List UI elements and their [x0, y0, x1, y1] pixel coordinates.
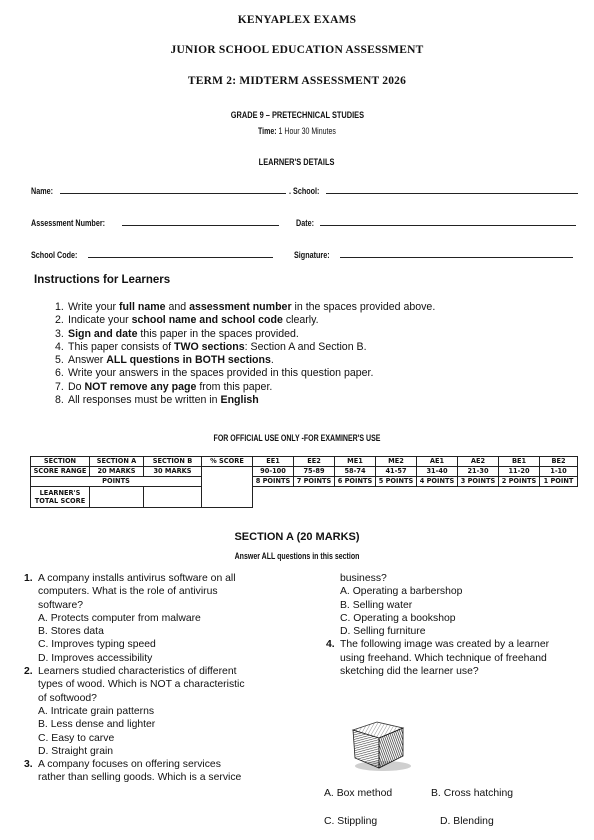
term-title: TERM 2: MIDTERM ASSESSMENT 2026: [187, 75, 407, 87]
table-cell: 21-30: [458, 467, 499, 477]
table-cell: 20 MARKS: [90, 467, 144, 477]
table-cell: 11-20: [499, 467, 540, 477]
signature-field[interactable]: [340, 257, 573, 258]
instruction-item: 7. Do NOT remove any page from this paper.: [55, 380, 273, 393]
answer-option[interactable]: C. Improves typing speed: [38, 639, 156, 651]
table-cell: ME1: [335, 457, 376, 467]
instruction-item: 6. Write your answers in the spaces provided in this question paper.: [55, 367, 374, 380]
section-a-subtitle-text: Answer ALL questions in this section: [234, 551, 360, 561]
question-2: [24, 665, 309, 758]
table-cell: 90-100: [253, 467, 294, 477]
question-text: of softwood?: [38, 692, 97, 704]
table-cell: SECTION A: [90, 457, 144, 467]
section-a-total-cell[interactable]: [90, 487, 144, 508]
table-cell: EE2: [294, 457, 335, 467]
section-b-total-cell[interactable]: [144, 487, 202, 508]
instruction-item: 5. Answer ALL questions in BOTH sections.: [55, 354, 274, 367]
question-number: 4.: [326, 639, 335, 651]
time-label: Time:: [258, 126, 277, 136]
name-label-text: Name:: [31, 186, 54, 196]
sketched-cube-image: [347, 716, 413, 774]
answer-option[interactable]: A. Protects computer from malware: [38, 612, 201, 624]
table-cell: EE1: [253, 457, 294, 467]
date-label-text: Date:: [296, 218, 315, 228]
instruction-item: 4. This paper consists of TWO sections: Section A and Section B.: [55, 340, 367, 353]
question-1: [24, 572, 309, 785]
table-cell: BE1: [499, 457, 540, 467]
assessment-number-label: [31, 213, 124, 231]
school-field[interactable]: [326, 193, 578, 194]
percent-score-cell[interactable]: [202, 467, 253, 508]
table-cell: % SCORE: [202, 457, 253, 467]
school-code-field[interactable]: [88, 257, 273, 258]
table-cell: ME2: [376, 457, 417, 467]
table-cell: 8 POINTS: [253, 477, 294, 487]
instructions-list: [55, 301, 435, 407]
official-use-text: FOR OFFICIAL USE ONLY -FOR EXAMINER'S USE: [213, 433, 381, 443]
right-column: [326, 572, 591, 678]
question-text: sketching did the learner use?: [340, 666, 479, 678]
table-cell: BE2: [540, 457, 578, 467]
total-score-label-cell: [31, 487, 90, 508]
table-cell: 41-57: [376, 467, 417, 477]
time-value: 1 Hour 30 Minutes: [278, 126, 336, 136]
score-table: [30, 456, 578, 508]
table-cell: SECTION: [31, 457, 90, 467]
question-number: 3.: [24, 759, 33, 771]
school-code-label-text: School Code:: [31, 250, 78, 260]
table-cell: 5 POINTS: [376, 477, 417, 487]
table-row: [31, 457, 578, 467]
question-text: A company focuses on offering services: [38, 759, 221, 771]
table-cell: 31-40: [417, 467, 458, 477]
table-cell: SCORE RANGE: [31, 467, 90, 477]
table-cell: 1-10: [540, 467, 578, 477]
points-label-cell: POINTS: [31, 477, 202, 487]
answer-option[interactable]: C. Easy to carve: [38, 732, 115, 744]
school-label: . School:: [289, 186, 320, 196]
table-cell: SECTION B: [144, 457, 202, 467]
assessment-number-field[interactable]: [122, 225, 279, 226]
table-cell: 4 POINTS: [417, 477, 458, 487]
table-cell: 6 POINTS: [335, 477, 376, 487]
question-number: 2.: [24, 666, 33, 678]
table-row: [31, 477, 578, 487]
question-text: Learners studied characteristics of different: [38, 666, 237, 678]
instruction-item: 8. All responses must be written in English: [55, 394, 259, 407]
table-cell: 30 MARKS: [144, 467, 202, 477]
table-row: [31, 467, 578, 477]
total-label-1: LEARNER'S: [39, 489, 81, 497]
table-row: [31, 487, 578, 508]
assessment-number-label-text: Assessment Number:: [31, 218, 106, 228]
date-label: [296, 213, 319, 231]
question-text: A company installs antivirus software on all: [38, 573, 236, 584]
instruction-item: 2. Indicate your school name and school code clearly.: [55, 314, 319, 327]
table-cell: 1 POINT: [540, 477, 578, 487]
signature-label: [294, 245, 339, 263]
signature-label-text: Signature:: [294, 250, 330, 260]
table-cell: 7 POINTS: [294, 477, 335, 487]
answer-option[interactable]: D. Blending: [440, 816, 494, 827]
table-cell: AE2: [458, 457, 499, 467]
blank-area: [253, 487, 578, 508]
question-text: business?: [340, 573, 387, 584]
learner-details-title: [0, 152, 594, 170]
answer-option[interactable]: A. Operating a barbershop: [340, 586, 463, 598]
school-code-label: [31, 245, 89, 263]
question-4: [326, 638, 591, 678]
assessment-title: JUNIOR SCHOOL EDUCATION ASSESSMENT: [170, 44, 424, 56]
answer-option[interactable]: A. Box method: [324, 788, 393, 799]
answer-option[interactable]: B. Selling water: [340, 599, 413, 611]
question-3: [24, 758, 309, 785]
section-a-subtitle: [0, 546, 594, 564]
grade-text: GRADE 9 – PRETECHNICAL STUDIES: [230, 110, 364, 121]
question-text: rather than selling goods. Which is a service: [38, 772, 242, 784]
answer-option[interactable]: A. Intricate grain patterns: [38, 705, 155, 717]
table-cell: AE1: [417, 457, 458, 467]
question-number: 1.: [24, 573, 33, 584]
total-label-2: TOTAL SCORE: [34, 497, 86, 505]
question-text: software?: [38, 599, 84, 611]
question-3-continued: [326, 572, 591, 638]
official-use-title: [0, 428, 594, 446]
answer-option[interactable]: D. Improves accessibility: [38, 652, 153, 664]
instruction-item: 1. Write your full name and assessment number in the spaces provided above.: [55, 301, 436, 313]
answer-option[interactable]: B. Less dense and lighter: [38, 719, 156, 731]
question-text: computers. What is the role of antivirus: [38, 586, 218, 598]
answer-option[interactable]: C. Operating a bookshop: [340, 612, 456, 624]
table-cell: 3 POINTS: [458, 477, 499, 487]
answer-option[interactable]: D. Selling furniture: [340, 626, 426, 638]
answer-option[interactable]: C. Stippling: [324, 816, 378, 827]
learner-details-text: LEARNER'S DETAILS: [259, 157, 335, 168]
answer-option[interactable]: B. Stores data: [38, 626, 104, 638]
school-label-text: School:: [293, 186, 320, 196]
answer-option[interactable]: D. Straight grain: [38, 745, 114, 757]
table-cell: 58-74: [335, 467, 376, 477]
question-text: using freehand. Which technique of freehand: [340, 652, 547, 664]
name-field[interactable]: [60, 193, 286, 194]
question-text: types of wood. Which is NOT a characteristic: [38, 679, 245, 691]
time-line: [0, 121, 594, 139]
table-cell: 75-89: [294, 467, 335, 477]
instructions-title: Instructions for Learners: [34, 274, 171, 286]
exam-org-title: KENYAPLEX EXAMS: [237, 14, 357, 26]
question-text: The following image was created by a learner: [340, 639, 550, 651]
instruction-item: 3. Sign and date this paper in the spaces provided.: [55, 327, 299, 340]
answer-option[interactable]: B. Cross hatching: [431, 788, 514, 799]
table-cell: 2 POINTS: [499, 477, 540, 487]
date-field[interactable]: [320, 225, 576, 226]
name-label: [31, 181, 59, 199]
section-a-title: SECTION A (20 MARKS): [234, 531, 360, 543]
